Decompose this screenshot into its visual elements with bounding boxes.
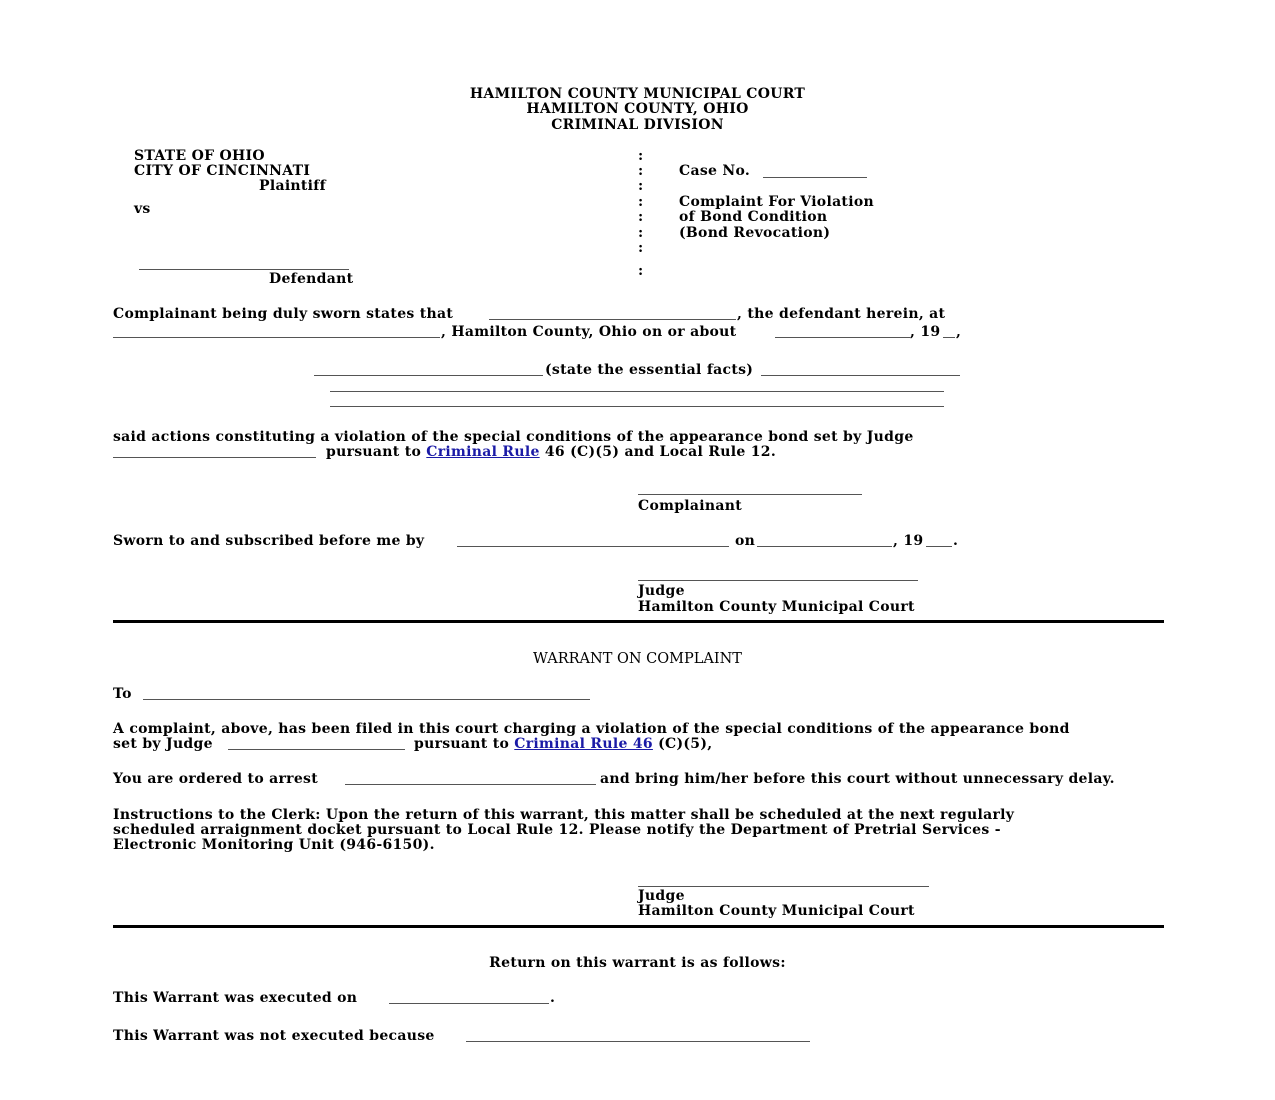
arrest-name-blank[interactable] [345, 784, 596, 785]
case-no-line[interactable] [763, 177, 867, 178]
caption-colon: : [638, 178, 644, 194]
warrant-para-line1: A complaint, above, has been filed in this court charging a violation of the special conditions of the appearance bond [113, 721, 1070, 737]
on-label: on [735, 533, 756, 549]
facts-line[interactable] [330, 406, 944, 407]
facts-line[interactable] [314, 375, 543, 376]
executed-suffix: . [550, 990, 556, 1006]
complaint-title-3: (Bond Revocation) [679, 225, 831, 241]
defendant-name-blank[interactable] [489, 319, 736, 320]
year-suffix: , [956, 324, 962, 340]
judge-signature-line[interactable] [638, 580, 918, 581]
caption-colon: : [638, 240, 644, 256]
year2-suffix: . [953, 533, 959, 549]
warrant-judge-label: Judge [638, 888, 685, 904]
arrest-prefix: You are ordered to arrest [113, 771, 319, 787]
location-blank[interactable] [113, 337, 440, 338]
county-text: , Hamilton County, Ohio on or about [441, 324, 737, 340]
complainant-signature-line[interactable] [638, 494, 862, 495]
year2-prefix: , 19 [893, 533, 924, 549]
complaint-title-1: Complaint For Violation [679, 194, 874, 210]
plaintiff-label: Plaintiff [259, 178, 326, 194]
pursuant-text [326, 444, 776, 460]
return-title: Return on this warrant is as follows: [489, 955, 786, 971]
complainant-label: Complainant [638, 498, 742, 514]
subscribed-text: Sworn to and subscribed before me by [113, 533, 425, 549]
warrant-title: WARRANT ON COMPLAINT [533, 651, 742, 667]
judge-name-blank[interactable] [113, 457, 316, 458]
facts-line[interactable] [330, 391, 944, 392]
complaint-title-2: of Bond Condition [679, 209, 828, 225]
sworn-statement: Complainant being duly sworn states that [113, 306, 454, 322]
arrest-suffix: and bring him/her before this court without unnecessary delay. [600, 771, 1115, 787]
year-blank[interactable] [943, 337, 955, 338]
plaintiff-city: CITY OF CINCINNATI [134, 163, 311, 179]
instructions-line1: Instructions to the Clerk: Upon the return of this warrant, this matter shall be scheduled at the next regularly [113, 807, 1015, 823]
caption-colon: : [638, 163, 644, 179]
division: CRIMINAL DIVISION [551, 117, 724, 133]
defendant-herein-text: , the defendant herein, at [737, 306, 946, 322]
warrant-pursuant-label: pursuant to [414, 736, 510, 752]
pursuant-label: pursuant to [326, 444, 422, 460]
subscribed-date-blank[interactable] [757, 546, 892, 547]
court-label: Hamilton County Municipal Court [638, 599, 915, 615]
warrant-pursuant [414, 736, 712, 752]
caption-colon: : [638, 194, 644, 210]
executed-date-blank[interactable] [389, 1003, 549, 1004]
versus-label: vs [134, 201, 151, 217]
court-name: HAMILTON COUNTY MUNICIPAL COURT [469, 86, 806, 102]
caption-colon: : [638, 263, 644, 279]
defendant-name-line[interactable] [139, 269, 349, 270]
caption-colon: : [638, 225, 644, 241]
judge-label: Judge [638, 583, 685, 599]
rule-rest-text: 46 (C)(5) and Local Rule 12. [539, 444, 776, 460]
subscriber-blank[interactable] [457, 546, 729, 547]
set-by-judge: set by Judge [113, 736, 213, 752]
year2-blank[interactable] [926, 546, 952, 547]
essential-facts-label: (state the essential facts) [545, 362, 754, 378]
not-executed-text: This Warrant was not executed because [113, 1028, 435, 1044]
plaintiff-state: STATE OF OHIO [134, 148, 265, 164]
violation-text: said actions constituting a violation of the special conditions of the appearance bond set by Judge [113, 429, 914, 445]
executed-text: This Warrant was executed on [113, 990, 358, 1006]
facts-line[interactable] [761, 375, 960, 376]
criminal-rule-46-link[interactable]: Criminal Rule 46 [514, 736, 653, 752]
date-blank[interactable] [775, 337, 910, 338]
instructions-line3: Electronic Monitoring Unit (946-6150). [113, 837, 435, 853]
section-divider [113, 925, 1164, 928]
warrant-rule-rest: (C)(5), [652, 736, 713, 752]
warrant-judge-signature-line[interactable] [638, 886, 929, 887]
caption-colon: : [638, 209, 644, 225]
caption-colon: : [638, 148, 644, 164]
warrant-judge-blank[interactable] [228, 749, 405, 750]
county-state: HAMILTON COUNTY, OHIO [526, 101, 749, 117]
section-divider [113, 620, 1164, 623]
to-label: To [113, 686, 132, 702]
warrant-court-label: Hamilton County Municipal Court [638, 903, 915, 919]
not-executed-reason-blank[interactable] [466, 1041, 810, 1042]
case-no-label: Case No. [679, 163, 751, 179]
to-blank[interactable] [143, 699, 590, 700]
defendant-label: Defendant [269, 271, 354, 287]
instructions-line2: scheduled arraignment docket pursuant to Local Rule 12. Please notify the Department of Pretrial Services - [113, 822, 1001, 838]
year-prefix: , 19 [910, 324, 941, 340]
criminal-rule-link[interactable]: Criminal Rule [426, 444, 540, 460]
